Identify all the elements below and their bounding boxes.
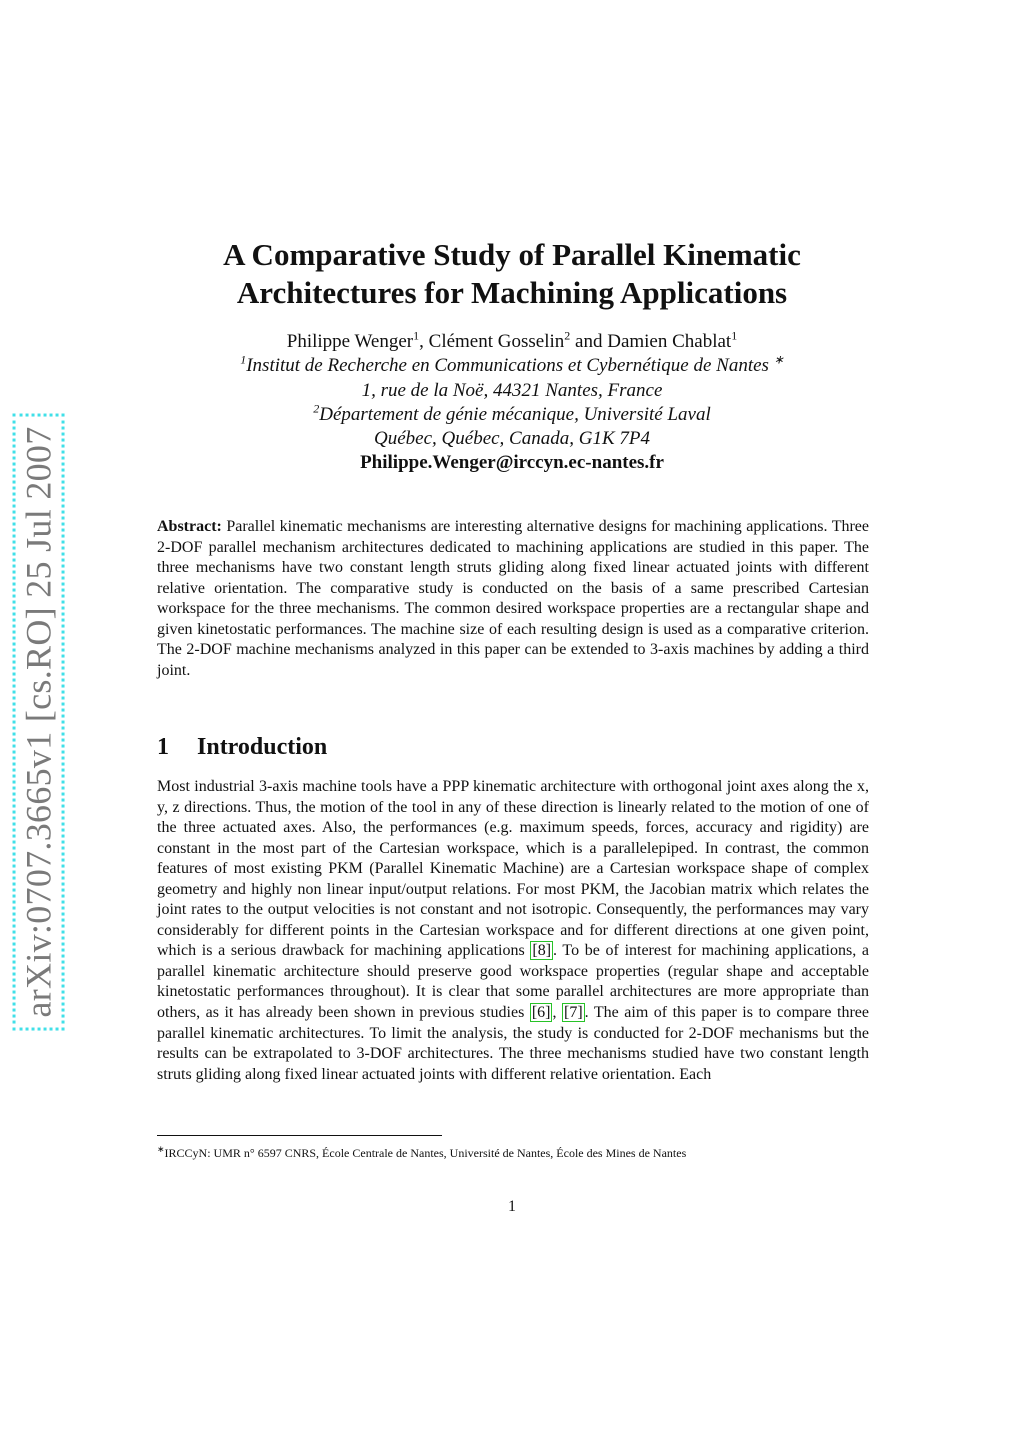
affiliation-1 [150, 354, 874, 378]
affiliation-name: Département de génie mécanique, Université Laval [319, 403, 711, 425]
paragraph-text: . To be of interest for machining applications, a parallel kinematic architecture should preserve good workspace properties (regular shape and acceptable kinetostatic performances throughout). It is clear that some parallel architectures are more appropriate than others, as it has already been shown in previous studies [157, 942, 869, 1022]
contact-email[interactable]: Philippe.Wenger@irccyn.ec-nantes.fr [360, 452, 664, 474]
citation-link[interactable]: [7] [564, 1004, 583, 1022]
affiliation-sup: 2 [313, 401, 320, 416]
affiliation-name: Institut de Recherche en Communications et Cybernétique de Nantes [246, 355, 769, 377]
arxiv-identifier[interactable]: arXiv:0707.3665v1 [cs.RO] 25 Jul 2007 [13, 413, 65, 1030]
paragraph-text: . The aim of this paper is to compare three parallel kinematic architectures. To limit the analysis, the study is conducted for 2-DOF mechanisms but the results can be extrapolated to 3-DOF architectures. The three mechanisms studied have two constant length struts gliding along fixed linear actuated joints with different relative orientation. Each [157, 1004, 869, 1083]
page-number: 1 [508, 1198, 516, 1215]
citation-link[interactable]: [8] [532, 942, 552, 960]
author-separator: , [419, 331, 429, 352]
footnote-text: IRCCyN: UMR n° 6597 CNRS, École Centrale de Nantes, Université de Nantes, École des Mines de Nantes [164, 1146, 687, 1160]
author-name: Clément Gosselin [428, 331, 565, 352]
section-title: Introduction [197, 734, 328, 760]
citation-link[interactable]: [6] [531, 1004, 551, 1022]
footnote-mark: ∗ [157, 1144, 165, 1154]
author-sup: 2 [564, 328, 571, 343]
section-number: 1 [157, 734, 169, 760]
paper-title [150, 236, 874, 312]
footnote-marker: ∗ [773, 352, 784, 367]
abstract [157, 517, 869, 681]
section-heading [157, 734, 869, 761]
footnote [157, 1141, 869, 1161]
footnote-divider [157, 1135, 442, 1136]
author-name: Damien Chablat [607, 331, 732, 352]
affiliation-sup: 1 [240, 352, 247, 367]
author-separator: and [570, 331, 608, 352]
paragraph-text: Most industrial 3-axis machine tools have a PPP kinematic architecture with orthogonal joint axes along the x, y, z directions. Thus, the motion of the tool in any of these direction is linearly related to the motion of one of the three actuated axes. Also, the performances (e.g. maximum speeds, forces, accuracy and rigidity) are constant in the most part of the Cartesian workspace, which is a parallelepiped. In contrast, the common features of most existing PKM (Parallel Kinematic Machine) are a Cartesian workspace shape of complex geometry and highly non linear input/output relations. For most PKM, the Jacobian matrix which relates the joint rates to the output velocities is not constant and not isotropic. Consequently, the performances may vary considerably for different points in the Cartesian workspace and for different directions at one given point, which is a serious drawback for machining applications [157, 778, 869, 960]
title-line-1: A Comparative Study of Parallel Kinematic [223, 237, 801, 272]
author-list [150, 330, 874, 354]
abstract-label: Abstract: [157, 518, 222, 535]
author-block [150, 330, 874, 476]
author-name: Philippe Wenger [286, 331, 414, 352]
affiliation-2-address: Québec, Québec, Canada, G1K 7P4 [374, 428, 650, 450]
citation-separator: , [552, 1004, 562, 1022]
abstract-text: Parallel kinematic mechanisms are interesting alternative designs for machining applications. Three 2-DOF parallel mechanism architectures dedicated to machining applications are studied in this paper. The three mechanisms have two constant length struts gliding along fixed linear actuated joints with different relative orientation. The comparative study is conducted on the basis of a same prescribed Cartesian workspace for the three mechanisms. The common desired workspace properties are a rectangular shape and given kinetostatic performances. The machine size of each resulting design is used as a comparative criterion. The 2-DOF machine mechanisms analyzed in this paper can be extended to 3-axis machines by adding a third joint. [157, 518, 870, 679]
arxiv-sidebar [10, 426, 68, 1018]
author-sup: 1 [413, 328, 420, 343]
title-line-2: Architectures for Machining Applications [236, 275, 788, 310]
affiliation-1-address: 1, rue de la Noë, 44321 Nantes, France [361, 379, 663, 401]
author-sup: 1 [731, 328, 738, 343]
affiliation-2 [150, 403, 874, 427]
introduction-paragraph [157, 777, 869, 1085]
